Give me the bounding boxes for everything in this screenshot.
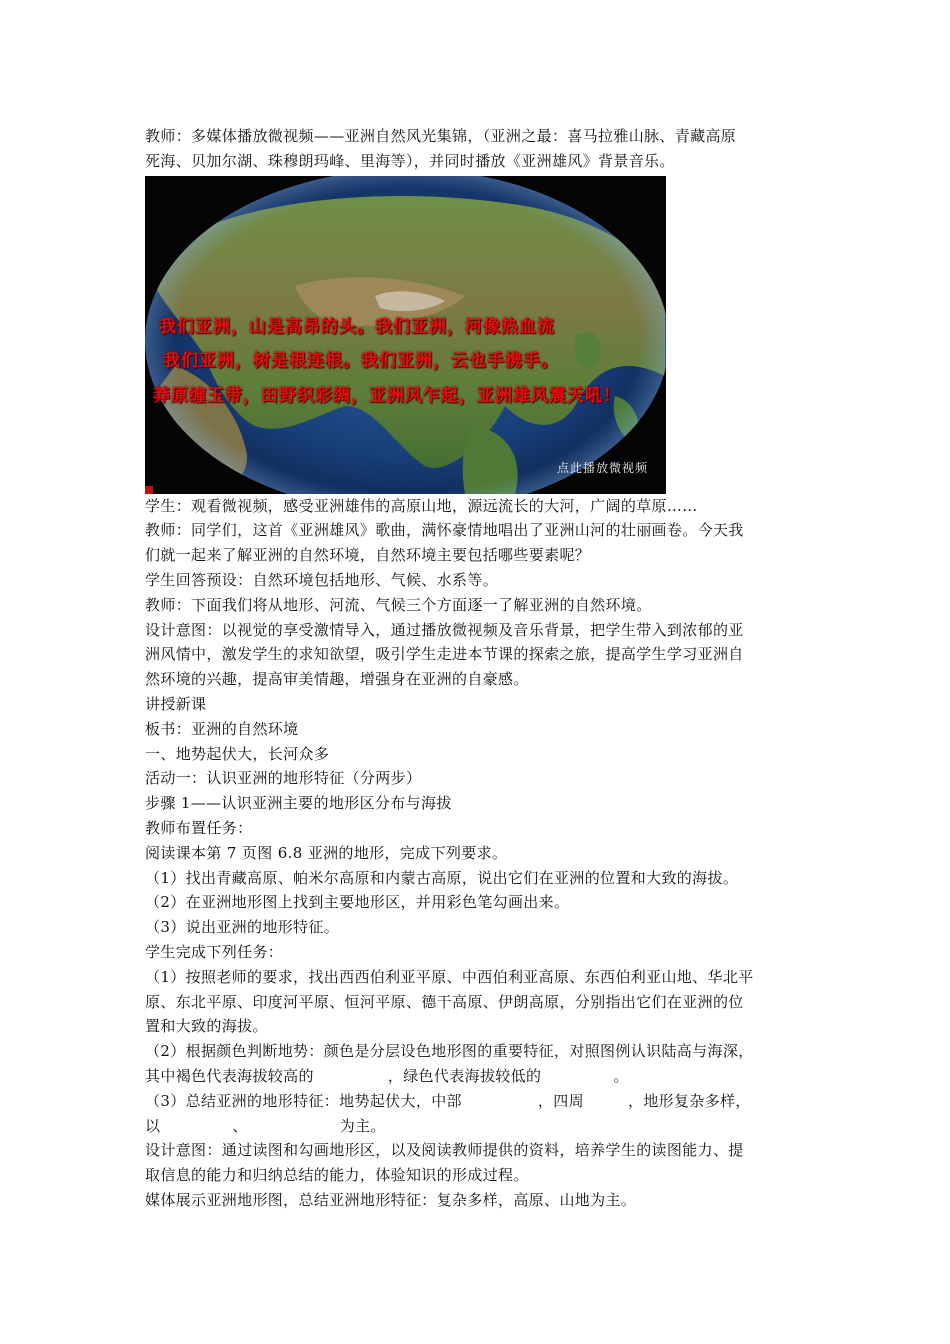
answer-3a-part2: ，四周 <box>537 1091 584 1110</box>
design-intent-1c: 然环境的兴趣，提高审美情趣，增强身在亚洲的自豪感。 <box>145 670 529 689</box>
teacher-song-1: 教师：同学们，这首《亚洲雄风》歌曲，满怀豪情地唱出了亚洲山河的壮丽画卷。今天我 <box>145 521 744 540</box>
answer-2a: （2）根据颜色判断地势：颜色是分层设色地形图的重要特征，对照图例认识陆高与海深， <box>145 1042 754 1061</box>
play-video-caption[interactable]: 点此播放微视频 <box>556 460 648 475</box>
video-thumbnail[interactable] <box>145 176 666 494</box>
task-2: （2）在亚洲地形图上找到主要地形区，并用彩色笔勾画出来。 <box>145 893 570 912</box>
design-intent-2a: 设计意图：通过读图和勾画地形区，以及阅读教师提供的资料，培养学生的读图能力、提 <box>145 1141 744 1160</box>
student-tasks: 学生完成下列任务： <box>145 942 284 961</box>
step-1: 步骤 1——认识亚洲主要的地形区分布与海拔 <box>145 794 452 813</box>
task-1: （1）找出青藏高原、帕米尔高原和内蒙古高原，说出它们在亚洲的位置和大致的海拔。 <box>145 868 739 887</box>
answer-1b: 原、东北平原、印度河平原、恒河平原、德干高原、伊朗高原，分别指出它们在亚洲的位 <box>145 992 744 1011</box>
section-heading-1: 一、地势起伏大，长河众多 <box>145 744 330 763</box>
answer-2b-part3: 。 <box>613 1066 629 1085</box>
task-3: （3）说出亚洲的地形特征。 <box>145 918 340 937</box>
teacher-task: 教师布置任务： <box>145 818 253 837</box>
answer-2b-part1: 其中褐色代表海拔较高的 <box>145 1066 314 1085</box>
student-answer: 学生回答预设：自然环境包括地形、气候、水系等。 <box>145 570 499 589</box>
answer-3b-part3: 为主。 <box>339 1116 386 1135</box>
lyric-line-3: 莽原缠玉带，田野织彩绸，亚洲风乍起，亚洲雄风震天吼！ <box>153 385 621 406</box>
design-intent-1a: 设计意图：以视觉的享受激情导入，通过播放微视频及音乐背景，把学生带入到浓郁的亚 <box>145 620 744 639</box>
answer-3a <box>145 1089 810 1114</box>
media-summary: 媒体展示亚洲地形图，总结亚洲地形特征：复杂多样，高原、山地为主。 <box>145 1190 637 1209</box>
teacher-plan: 教师：下面我们将从地形、河流、气候三个方面逐一了解亚洲的自然环境。 <box>145 595 652 614</box>
reading-instruction: 阅读课本第 7 页图 6.8 亚洲的地形，完成下列要求。 <box>145 843 508 862</box>
answer-3b-part2: 、 <box>232 1116 248 1135</box>
student-watch: 学生：观看微视频，感受亚洲雄伟的高原山地，源远流长的大河，广阔的草原…… <box>145 496 698 515</box>
design-intent-1b: 洲风情中，激发学生的求知欲望，吸引学生走进本节课的探索之旅，提高学生学习亚洲自 <box>145 645 744 664</box>
answer-1a: （1）按照老师的要求，找出西西伯利亚平原、中西伯利亚高原、东西伯利亚山地、华北平 <box>145 967 754 986</box>
answer-3b-part1: 以 <box>145 1116 161 1135</box>
lyric-line-1: 我们亚洲，山是高昂的头。我们亚洲，河像热血流 <box>159 316 555 337</box>
answer-2b <box>145 1064 810 1089</box>
new-lesson: 讲授新课 <box>145 694 207 713</box>
intro-line-1: 教师：多媒体播放微视频——亚洲自然风光集锦，（亚洲之最：喜马拉雅山脉、青藏高原 <box>145 127 737 145</box>
teacher-song-2: 们就一起来了解亚洲的自然环境，自然环境主要包括哪些要素呢？ <box>145 546 591 565</box>
answer-3a-part1: （3）总结亚洲的地形特征：地势起伏大，中部 <box>145 1091 462 1110</box>
answer-1c: 置和大致的海拔。 <box>145 1017 268 1036</box>
design-intent-2b: 取信息的能力和归纳总结的能力，体验知识的形成过程。 <box>145 1166 529 1185</box>
answer-2b-part2: ，绿色代表海拔较低的 <box>387 1066 542 1085</box>
intro-line-2: 死海、贝加尔湖、珠穆朗玛峰、里海等），并同时播放《亚洲雄风》背景音乐。 <box>145 151 675 170</box>
answer-3a-part3: ，地形复杂多样， <box>627 1091 751 1110</box>
board-title: 板书：亚洲的自然环境 <box>145 719 299 738</box>
answer-3b <box>145 1114 810 1139</box>
lyric-line-2: 我们亚洲，树是根连根。我们亚洲，云也手携手。 <box>163 350 559 371</box>
activity-1: 活动一：认识亚洲的地形特征（分两步） <box>145 769 422 788</box>
play-marker-icon <box>145 486 153 494</box>
document-page <box>145 124 810 1213</box>
